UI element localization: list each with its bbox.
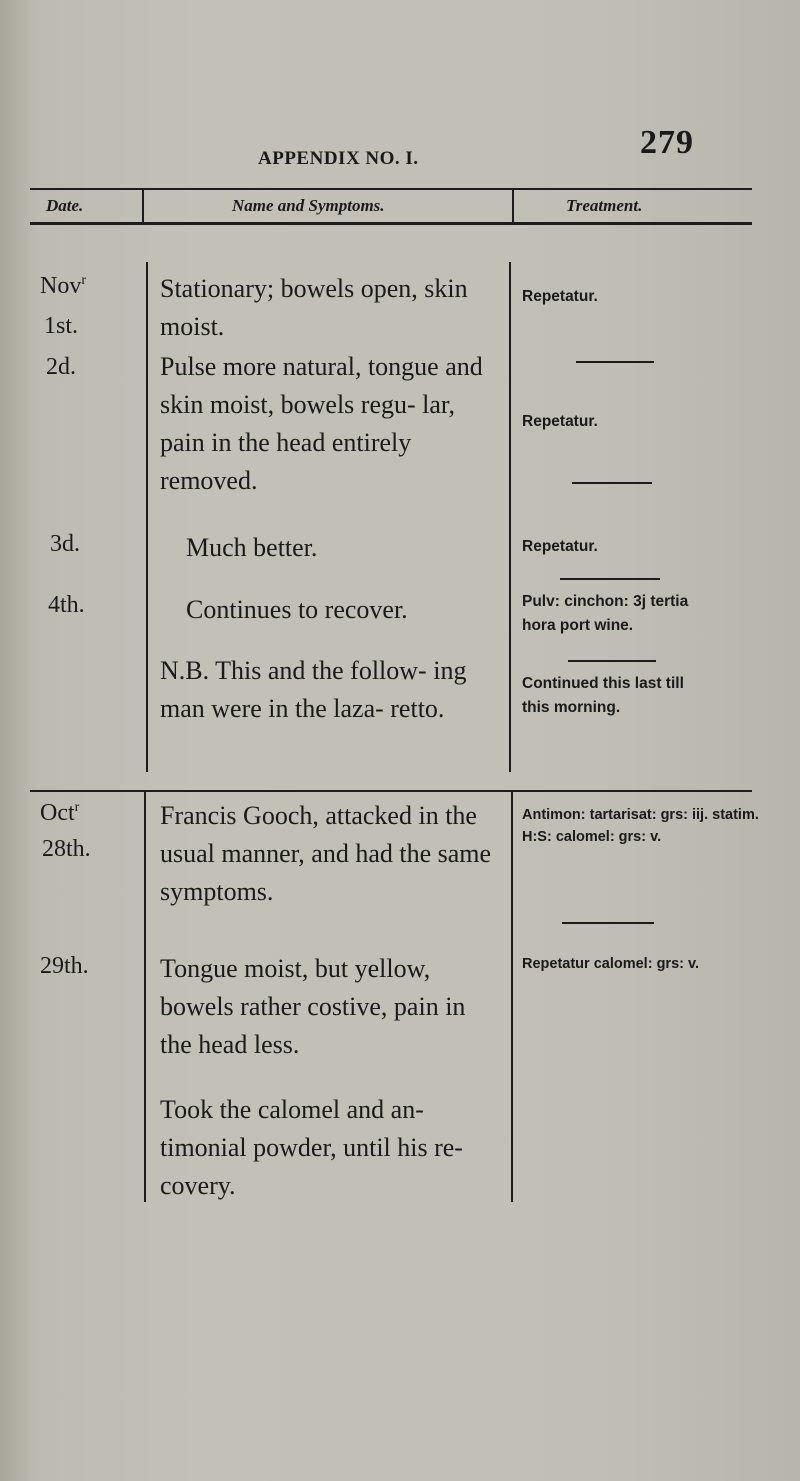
treatment-cell: Repetatur calomel: grs: v. bbox=[522, 956, 700, 972]
column-header-treatment: Treatment. bbox=[566, 196, 643, 215]
note-cell: Took the calomel and an- timonial powder, until his re- covery. bbox=[160, 1095, 463, 1200]
separator-rule bbox=[560, 578, 660, 580]
treatment-cell: Repetatur. bbox=[522, 288, 598, 305]
column-header-symptoms: Name and Symptoms. bbox=[232, 196, 385, 215]
date-cell: Oct$^r$ bbox=[40, 800, 80, 826]
date-cell: 4th. bbox=[48, 592, 85, 618]
section2-divider-2 bbox=[511, 792, 513, 1202]
treatment-cell: Repetatur. bbox=[522, 413, 598, 430]
symptoms-cell: Tongue moist, but yellow, bowels rather costive, pain in the head less. bbox=[160, 954, 466, 1059]
separator-rule bbox=[572, 482, 652, 484]
symptoms-cell: Much better. bbox=[186, 533, 318, 562]
header-divider-1 bbox=[142, 188, 144, 222]
treatment-cell: Continued this last till this morning. bbox=[522, 675, 684, 716]
date-cell: Nov$^r$ bbox=[40, 273, 87, 299]
date-cell: 29th. bbox=[40, 953, 89, 979]
running-head: APPENDIX NO. I. bbox=[258, 148, 419, 169]
table-top-rule bbox=[30, 188, 752, 190]
treatment-cell: Repetatur. bbox=[522, 538, 598, 555]
separator-rule bbox=[562, 922, 654, 924]
separator-rule bbox=[568, 660, 656, 662]
column-header-date: Date. bbox=[46, 196, 84, 215]
section1-divider-2 bbox=[509, 262, 511, 772]
section2-divider-1 bbox=[144, 792, 146, 1202]
treatment-cell: Antimon: tartarisat: grs: iij. statim. H:S: calomel: grs: v. bbox=[522, 807, 759, 845]
separator-rule bbox=[576, 361, 654, 363]
page-number: 279 bbox=[640, 124, 694, 161]
date-cell: 1st. bbox=[44, 313, 79, 339]
symptoms-cell: Continues to recover. bbox=[186, 595, 408, 624]
symptoms-cell: Pulse more natural, tongue and skin moist, bowels regu- lar, pain in the head entirely removed. bbox=[160, 352, 483, 495]
date-cell: 3d. bbox=[50, 531, 80, 557]
symptoms-cell: Stationary; bowels open, skin moist. bbox=[160, 274, 468, 341]
date-cell: 28th. bbox=[42, 836, 91, 862]
section-rule bbox=[30, 790, 752, 792]
header-divider-2 bbox=[512, 188, 514, 222]
symptoms-cell: Francis Gooch, attacked in the usual manner, and had the same symptoms. bbox=[160, 801, 492, 906]
date-cell: 2d. bbox=[46, 354, 76, 380]
section1-divider-1 bbox=[146, 262, 148, 772]
table-header-rule bbox=[30, 222, 752, 225]
treatment-cell: Pulv: cinchon: 3j tertia hora port wine. bbox=[522, 593, 689, 634]
note-cell: N.B. This and the follow- ing man were in the laza- retto. bbox=[160, 656, 467, 723]
